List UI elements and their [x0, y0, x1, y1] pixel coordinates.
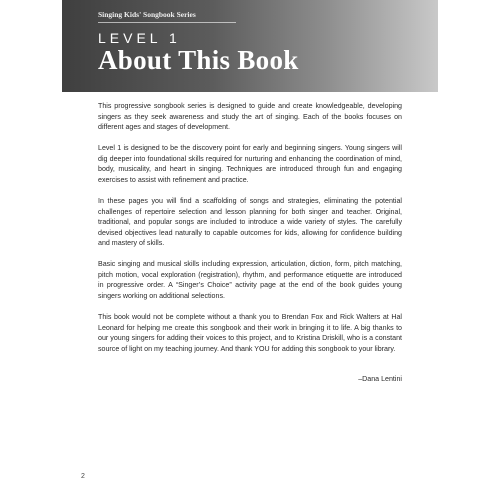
paragraph: Basic singing and musical skills including expression, articulation, diction, form, pitch matching, pitch motion, vocal exploration (registration), rhythm, and performance etiquette are introduced in progressive order. A “Singer’s Choice” activity page at the end of the book guides young singers working on additional selections. [98, 260, 402, 301]
author-signature: –Dana Lentini [358, 375, 402, 383]
paragraph: In these pages you will find a scaffolding of songs and strategies, eliminating the potential challenges of repertoire selection and lesson planning for both singer and teacher. Original, traditional, and popular songs are included to introduce a wide variety of styles. The carefully devised objectives lead naturally to capable outcomes for kids, allowing for confidence building and mastery of skills. [98, 196, 402, 248]
series-title: Singing Kids' Songbook Series [98, 10, 236, 23]
paragraph: Level 1 is designed to be the discovery point for early and beginning singers. Young singers will dig deeper into foundational skills required for nurturing and enhancing the coordination of mind, body, musicality, and heart in singing. Techniques are introduced through fun and engaging exercises to assist with refinement and practice. [98, 144, 402, 184]
level-label: LEVEL 1 [98, 30, 181, 46]
paragraph: This book would not be complete without a thank you to Brendan Fox and Rick Walters at Hal Leonard for helping me create this songbook and their work in bringing it to life. A big thanks to our young singers for adding their voices to this project, and to Kristina Driskill, who is a constant source of light on my teaching journey. And thank YOU for adding this songbook to your library. [98, 313, 402, 353]
page-title: About This Book [98, 45, 299, 75]
paragraph: This progressive songbook series is designed to guide and create knowledgeable, developing singers as they seek awareness and study the art of singing. Each of the books focuses on different ages and stages of development. [98, 102, 402, 132]
header-banner [62, 0, 438, 92]
body-text [98, 101, 402, 365]
page-number: 2 [81, 473, 85, 480]
